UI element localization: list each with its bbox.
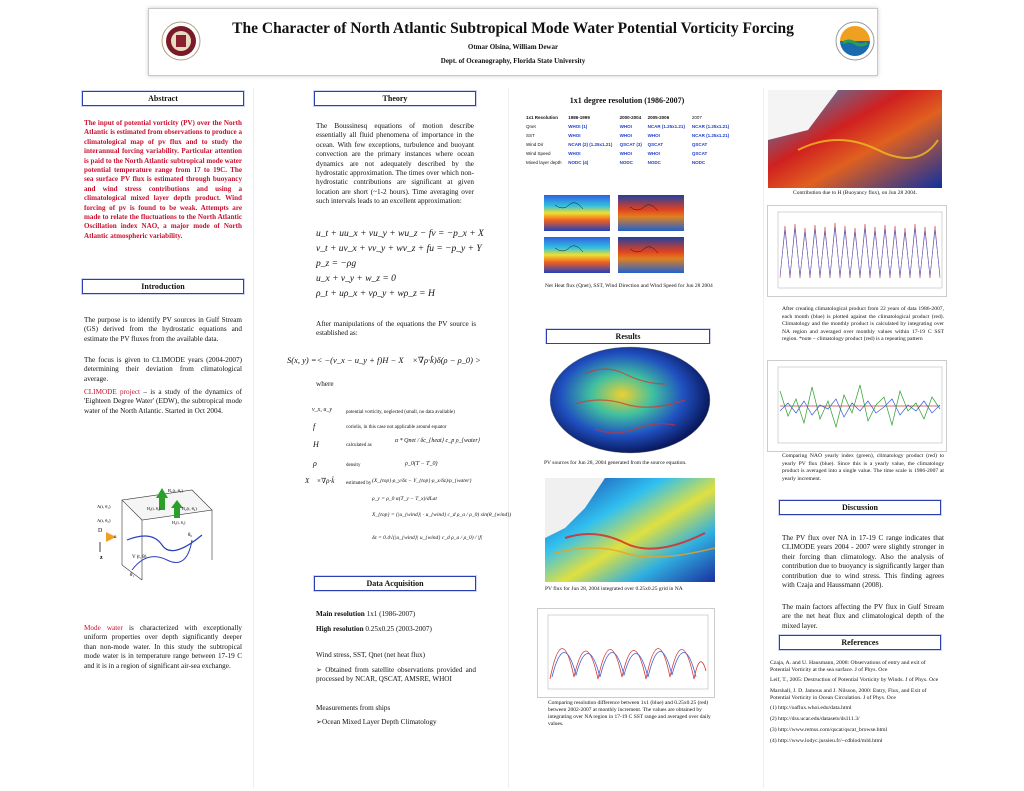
formula-x2: ρ_y = ρ_0 α(T_y − T_x)/dLat xyxy=(372,496,437,502)
def-desc-4: density xyxy=(346,463,361,468)
diagram-label-z: z xyxy=(100,555,103,561)
references-heading: References xyxy=(779,635,941,650)
pv-source-equation: S(x, y) =< −(v_x − u_y + f)H − X⃗ ×∇ρ·k̂)δ(ρ − ρ_0) > xyxy=(287,355,481,365)
column-divider xyxy=(508,88,509,788)
table-title: 1x1 degree resolution (1986-2007) xyxy=(569,96,685,105)
def-desc-2: coriolis, in this case not applicable around equator xyxy=(346,425,447,430)
equation-1: u_t + uu_x + vu_y + wu_z − fv = −p_x + X xyxy=(316,229,484,239)
main-resolution: Main resolution 1x1 (1986-2007) xyxy=(316,610,416,618)
diagram-label-theta1: θ₁ xyxy=(130,573,135,578)
def-symbol-5: X⃗ ×∇ρ·k̂ xyxy=(305,477,335,485)
data-variables: Wind stress, SST, Qnet (net heat flux) xyxy=(316,651,425,659)
ship-measurements: Measurements from ships xyxy=(316,704,391,712)
reference-2: Leif, T., 2005: Destruction of Potential Vorticity by Winds. J of Phys. Oce xyxy=(770,677,939,683)
pv-flux-diagram xyxy=(92,480,232,590)
abstract-heading: Abstract xyxy=(82,91,244,106)
caption-atlantic: PV flux for Jun 28, 2004 integrated over 0.25x0.25 grid in NA xyxy=(545,586,683,592)
climode-link[interactable]: CLIMODE project xyxy=(84,388,141,396)
def-symbol-3: H xyxy=(313,440,319,449)
theory-paragraph-2: After manipulations of the equations the PV source is established as: xyxy=(316,320,476,338)
equation-4: u_x + v_y + w_z = 0 xyxy=(316,274,396,284)
data-obtained: ➢ Obtained from satellite observations provided and processed by NCAR, QSCAT, AMSRE, WHOI xyxy=(316,666,476,684)
discussion-paragraph-2: The main factors affecting the PV flux in Gulf Stream are the net heat flux and climatological depth of the mixed layer. xyxy=(782,603,944,630)
reference-link-4[interactable]: (4) http://www.lodyc.jussieu.fr/~cdblod/mld.html xyxy=(770,738,883,744)
introduction-heading: Introduction xyxy=(82,279,244,294)
discussion-paragraph-1: The PV flux over NA in 17-19 C range indicates that CLIMODE years 2004 - 2007 were slightly stronger in their forcing than climatology. Also the analysis of contribution due to buoyancy is significantly larger than contribution due to wind stress. This finding agrees with Czaja and Haussmann (2008). xyxy=(782,534,944,590)
diagram-label-b2: B₂(t, θ₂) xyxy=(182,506,197,511)
climatology-chart xyxy=(767,205,947,297)
where-label: where xyxy=(316,380,334,388)
table-row: Mixed layer depth NODC (4) NODC NODC NODC xyxy=(526,160,706,165)
results-heading: Results xyxy=(546,329,710,344)
map-wind-speed xyxy=(618,237,684,273)
mode-water-link[interactable]: Mode water xyxy=(84,624,123,632)
globe-pv-source-map xyxy=(545,344,715,456)
four-maps-figure xyxy=(540,193,690,275)
theory-paragraph-1: The Boussinesq equations of motion describe essentially all fluid phenomena of importance in the ocean. With few exceptions, turbulence and buoyant convection are the primary instances where ocean dynamics are not adequately described by the hydrostatic approximation. The times over which non-hydrostatic contributions are significant at given location are short (~1-2 hours). Time averaging over such intervals leads to an excellent approximation: xyxy=(316,122,474,206)
intro-paragraph-2: The focus is given to CLIMODE years (2004-2007) determining their deviation from climatological average. xyxy=(84,356,242,383)
caption-comparison: Comparing resolution difference between 1x1 (blue) and 0.25x0.25 (red) between 2002-2007 at monthly increment. The values are obtained by integrating over NA region in 17-19 C SST range and averaged over daily values. xyxy=(548,700,711,727)
table-row: SST WHOI WHOI WHOI NCAR (1.25x1.21) xyxy=(526,133,730,138)
equation-2: v_t + uv_x + vv_y + wv_z + fu = −p_y + Y xyxy=(316,244,482,254)
theory-heading: Theory xyxy=(314,91,476,106)
map-qnet xyxy=(544,195,610,231)
resolution-table xyxy=(524,115,734,169)
reference-1: Czaja, A. and U. Hausmann, 2008: Observations of entry and exit of Potential Vorticity at the sea surface. J of Phys. Oce xyxy=(770,660,926,674)
coaps-logo xyxy=(835,21,875,61)
reference-3: Marshall, J. D. Jamous and J. Nilsson, 2000: Entry, Flux, and Exit of Potential Vorticity in Ocean Circulation. J of Phys. Oce xyxy=(770,688,927,702)
discussion-heading: Discussion xyxy=(779,500,941,515)
def-desc-5: estimated by xyxy=(346,481,372,486)
caption-nao: Comparing NAO yearly index (green), climatology product (red) to yearly PV flux (blue). Since this is a yearly value, the climatology product is averaged into a single value. The time scale is 1986-2007 at yearly increment. xyxy=(782,453,944,482)
caption-globe: PV sources for Jun 28, 2004 generated from the source equation. xyxy=(544,460,687,466)
caption-climatology: After creating climatological product from 22 years of data 1986-2007, each month (blue) is plotted against the climatological product (red). Climatology and the monthly product is calculated by integrating over NA region and averaged over monthly values within 17-19 C SST region. *note – climatology product (red) is a repeating pattern xyxy=(782,306,944,343)
caption-maps: Net Heat flux (Qnet), SST, Wind Direction and Wind Speed for Jun 28 2004 xyxy=(545,283,713,289)
reference-link-3[interactable]: (3) http://www.remss.com/qscat/qscat_browse.html xyxy=(770,727,888,733)
reference-link-2[interactable]: (2) http://dss.ucar.edu/datasets/ds111.3/ xyxy=(770,716,860,722)
formula-x1: (X_{top}·ρ_y/δz − Y_{top}·ρ_x/δz)/ρ_{water} xyxy=(372,478,472,484)
diagram-label-vtheta: V (t, θ) xyxy=(132,555,147,560)
column-divider xyxy=(253,88,254,788)
fsu-seal-logo xyxy=(161,21,201,61)
diagram-label-b1: B₁(t, θ₁) xyxy=(168,488,183,493)
table-header-row: 1x1 Resolution 1986-1999 2000-2004 2005-2006 2007 xyxy=(526,115,702,120)
def-symbol-4: ρ xyxy=(313,459,317,468)
diagram-label-u: u xyxy=(114,535,117,540)
equation-5: ρ_t + uρ_x + vρ_y + wρ_z = H xyxy=(316,289,435,299)
resolution-comparison-chart xyxy=(537,608,715,698)
equation-3: p_z = −ρg xyxy=(316,259,357,269)
table-row: Wind Dir NCAR (2) (1.25x1.21) QSCAT (3) QSCAT QSCAT xyxy=(526,142,708,147)
diagram-label-h2: H₂(t, θ₂) xyxy=(147,506,161,511)
atlantic-pv-flux-map xyxy=(545,478,715,582)
intro-paragraph-4: Mode water is characterized with exceptionally uniform properties over depth significantly deeper than non-mode water. In this study the subtropical mode water is in temperature range between 17-19 C and it is in a region of significant air-sea exchange. xyxy=(84,624,243,670)
table-row: Qnet WHOI (1) WHOI NCAR (1.25x1.21) NCAR (1.25x1.21) xyxy=(526,124,730,129)
diagram-label-h1: H₁(t, θ₁) xyxy=(172,520,186,525)
formula-h: α * Qnet / δc_{heat} c_p ρ_{water} xyxy=(395,438,481,444)
caption-buoyancy: Contribution due to H (Buoyancy flux), on Jun 28 2004. xyxy=(793,190,917,196)
formula-x3: X_{top} = (|u_{wind}| · u_{wind} c_d ρ_a / ρ_0) sin(θ_{wind}) xyxy=(372,512,512,518)
intro-paragraph-1: The purpose is to identify PV sources in Gulf Stream (GS) derived from the hydrostatic equations and estimate the PV fluxes from the available data. xyxy=(84,316,242,343)
diagram-label-d: D xyxy=(98,528,103,534)
poster-header xyxy=(148,8,878,76)
map-sst xyxy=(618,195,684,231)
abstract-text: The input of potential vorticity (PV) over the North Atlantic is estimated from observations to produce a climatological map of pv flux and to study the interannual forcing variability. Particular attention is paid to the North Atlantic subtropical mode water potential temperature range from 17 to 19C. The sea surface PV flux is estimated through buoyancy and wind stress contributions and using a climatological mixed layer depth product. Wind forcing of pv is found to be weak. Attempts are made to relate the fluctuations to the North Atlantic Oscillation index NAO, a major mode of North Atlantic atmospheric variability. xyxy=(84,119,242,240)
diagram-label-a2: A(t, θ₂) xyxy=(97,518,111,523)
buoyancy-flux-map xyxy=(768,90,942,188)
table-row: Wind Speed WHOI WHOI WHOI QSCAT xyxy=(526,151,708,156)
data-acquisition-heading: Data Acquisition xyxy=(314,576,476,591)
reference-link-1[interactable]: (1) http://oaflux.whoi.edu/data.html xyxy=(770,705,852,711)
def-symbol-2: f xyxy=(313,422,316,431)
formula-x4: δz = 0.4√(|u_{wind}| u_{wind} c_d ρ_a / ρ_0) / |f| xyxy=(372,535,483,541)
poster-title: The Character of North Atlantic Subtropical Mode Water Potential Vorticity Forcing xyxy=(232,20,794,37)
formula-rho: ρ_0(T − T_0) xyxy=(405,461,438,467)
mld-climatology: ➢Ocean Mixed Layer Depth Climatology xyxy=(316,718,437,726)
def-desc-1: potential vorticity, neglected (small, no data available) xyxy=(346,410,455,415)
high-resolution: High resolution 0.25x0.25 (2003-2007) xyxy=(316,625,432,633)
intro-paragraph-3: CLIMODE project – is a study of the dynamics of 'Eighteen Degree Water' (EDW), the subtropical mode water of the North Atlantic. Started in Oct 2004. xyxy=(84,388,242,415)
nao-chart xyxy=(767,360,947,452)
authors: Otmar Olsina, William Dewar xyxy=(467,43,559,51)
diagram-label-theta0: θ₀ xyxy=(188,533,193,538)
def-desc-3: calculated as xyxy=(346,443,372,448)
column-divider xyxy=(763,88,764,788)
diagram-label-a1: A(t, θ₁) xyxy=(97,504,111,509)
def-symbol-1: v_x, u_y xyxy=(312,407,332,413)
department: Dept. of Oceanography, Florida State University xyxy=(440,57,586,65)
map-wind-dir xyxy=(544,237,610,273)
